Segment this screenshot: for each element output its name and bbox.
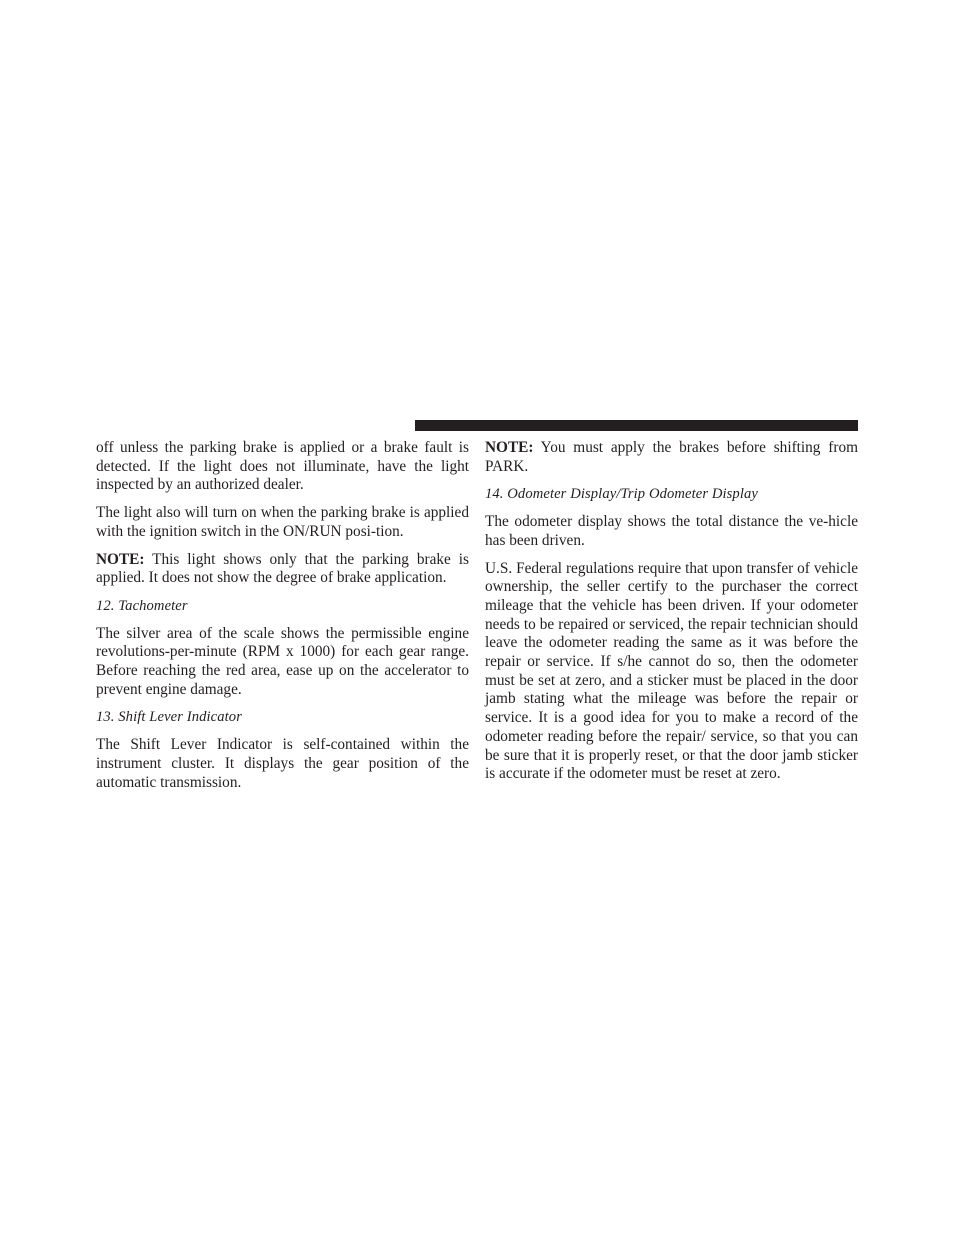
note-text: You must apply the brakes before shifting from PARK. — [485, 439, 858, 475]
paragraph-federal-regulations: U.S. Federal regulations require that upon transfer of vehicle ownership, the seller certify to the purchaser the correct mileage that the vehicle has been driven. If your odometer needs to be repaired or serviced, the repair technician should leave the odometer reading the same as it was before the repair or service. If s/he cannot do so, then the odometer must be set at zero, and a sticker must be placed in the door jamb stating what the mileage was before the repair or service. It is a good idea for you to make a record of the odometer reading before the repair/ service, so that you can be sure that it is properly reset, or that the door jamb sticker is accurate if the odometer must be reset at zero. — [485, 559, 858, 783]
paragraph-tachometer: The silver area of the scale shows the permissible engine revolutions-per-minute (RPM x 1000) for each gear range. Before reaching the red area, ease up on the accelerator to prevent engine damage. — [96, 624, 469, 698]
note-text: This light shows only that the parking brake is applied. It does not show the degree of brake application. — [96, 550, 469, 587]
paragraph-shift-lever-indicator: The Shift Lever Indicator is self-contained within the instrument cluster. It displays the gear position of the automatic transmission. — [96, 736, 469, 791]
note-label: NOTE: — [485, 439, 534, 456]
heading-odometer-display: 14. Odometer Display/Trip Odometer Display — [485, 486, 758, 503]
right-column — [485, 439, 858, 793]
note-brakes-before-shifting — [485, 439, 858, 476]
note-parking-brake — [96, 551, 469, 588]
heading-shift-lever-indicator: 13. Shift Lever Indicator — [96, 709, 242, 726]
note-label: NOTE: — [96, 550, 145, 568]
paragraph-brake-fault: off unless the parking brake is applied or a brake fault is detected. If the light does not illuminate, have the light inspected by an authorized dealer. — [96, 439, 469, 494]
paragraph-parking-brake-light: The light also will turn on when the parking brake is applied with the ignition switch in the ON/RUN posi-tion. — [96, 504, 469, 540]
left-column — [96, 439, 469, 801]
section-header-bar — [415, 420, 858, 431]
heading-tachometer: 12. Tachometer — [96, 597, 188, 614]
paragraph-odometer-total-distance: The odometer display shows the total distance the ve-hicle has been driven. — [485, 513, 858, 549]
